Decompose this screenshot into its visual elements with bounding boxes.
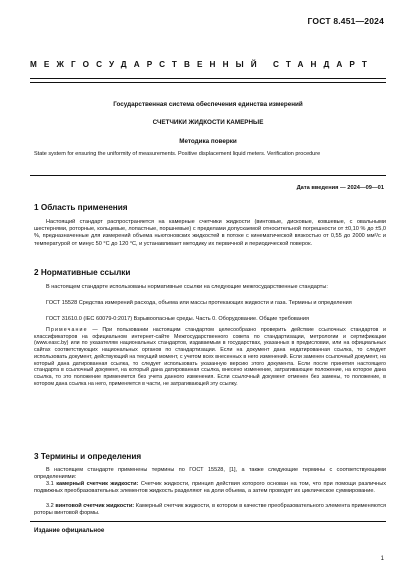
term-3-2 bbox=[34, 503, 386, 517]
reference-gost-31610: ГОСТ 31610.0 (IEC 60079-0:2017) Взрывоопасные среды. Часть 0. Оборудование. Общие требования bbox=[46, 316, 309, 322]
footer-rule bbox=[30, 521, 386, 522]
term-3-2-number: 3.2 bbox=[46, 503, 56, 509]
english-title: State system for ensuring the uniformity of measurements. Positive displacement liquid meters. Verification procedure bbox=[34, 151, 321, 157]
section-3-heading: 3 Термины и определения bbox=[34, 452, 142, 461]
document-subtitle: Методика поверки bbox=[179, 138, 237, 145]
term-3-2-definition: Камерный счетчик жидкости, в котором в качестве преобразовательного элемента применяются роторы винтовой формы. bbox=[34, 503, 386, 517]
banner-rule-thick bbox=[30, 78, 386, 79]
page-number: 1 bbox=[380, 556, 384, 562]
official-edition-label: Издание официальное bbox=[34, 527, 105, 534]
note-label: Примечание bbox=[46, 327, 88, 333]
banner-rule-thin bbox=[30, 82, 386, 83]
system-title: Государственная система обеспечения единства измерений bbox=[113, 101, 303, 108]
section-2-text: В настоящем стандарте использованы нормативные ссылки на следующие межгосударственные стандарты: bbox=[46, 284, 328, 290]
reference-gost-15528: ГОСТ 15528 Средства измерений расхода, объема или массы протекающих жидкости и газа. Термины и определения bbox=[46, 300, 352, 306]
introduction-date: Дата введения — 2024—09—01 bbox=[296, 185, 384, 191]
document-number: ГОСТ 8.451—2024 bbox=[307, 16, 384, 26]
section-2-note bbox=[34, 327, 386, 387]
document-title: СЧЕТЧИКИ ЖИДКОСТИ КАМЕРНЫЕ bbox=[152, 119, 264, 126]
section-2-heading: 2 Нормативные ссылки bbox=[34, 268, 131, 277]
note-text: — При пользовании настоящим стандартом целесообразно проверить действие ссылочных стандартов и классификаторов на официальном интернет-сайте Межгосударственного совета по стандартизации, метрологии и сертификации (www.easc.by) или по указателям национальных стандартов, издаваемым в государствах, указанных в предисловии, или на официальных сайтах соответствующих национальных органов по стандартизации. Если на документ дана недатированная ссылка, то следует использовать документ, действующий на текущий момент, с учетом всех внесенных в него изменений. Если заменен ссылочный документ, на который дана датированная ссылка, то следует использовать указанную версию этого документа. Если после принятия настоящего стандарта в ссылочный документ, на который дана датированная ссылка, внесено изменение, затрагивающее положение, на которое дана ссылка, то это положение применяется без учета данного изменения. Если ссылочный документ отменен без замены, то положение, в котором дана ссылка на него, применяется в части, не затрагивающей эту ссылку. bbox=[34, 327, 386, 387]
term-3-2-name: винтовой счетчик жидкости: bbox=[55, 503, 135, 509]
title-rule bbox=[30, 175, 386, 176]
section-1-text: Настоящий стандарт распространяется на камерные счетчики жидкости (винтовые, дисковые, ковшевые, с овальными шестернями, роторные, кольцевые, лопастные, поршневые) с пределами допускаемой относительной погрешности от ±0,10 % до ±5,0 %, предназначенные для измерений объема ньютоновских жидкостей в потоке с кинематической вязкостью от 0,55 до 2000 мм²/с и температурой от минус 50 °С до 120 °С, и устанавливает методику их первичной и периодической поверок. bbox=[34, 219, 386, 247]
section-3-text: В настоящем стандарте применены термины по ГОСТ 15528, [1], а также следующие термины с соответствующими определениями: bbox=[34, 467, 386, 481]
standard-banner: МЕЖГОСУДАРСТВЕННЫЙ СТАНДАРТ bbox=[30, 60, 374, 69]
term-3-1-number: 3.1 bbox=[46, 481, 57, 487]
term-3-1-name: камерный счетчик жидкости: bbox=[56, 481, 139, 487]
term-3-1 bbox=[34, 481, 386, 495]
section-1-heading: 1 Область применения bbox=[34, 203, 128, 212]
term-3-1-definition: Счетчик жидкости, принцип действия которого основан на том, что при помощи различных подвижных преобразовательных элементов жидкость разделяют на доли объема, а затем проводят их циклическое суммирование. bbox=[34, 481, 386, 495]
